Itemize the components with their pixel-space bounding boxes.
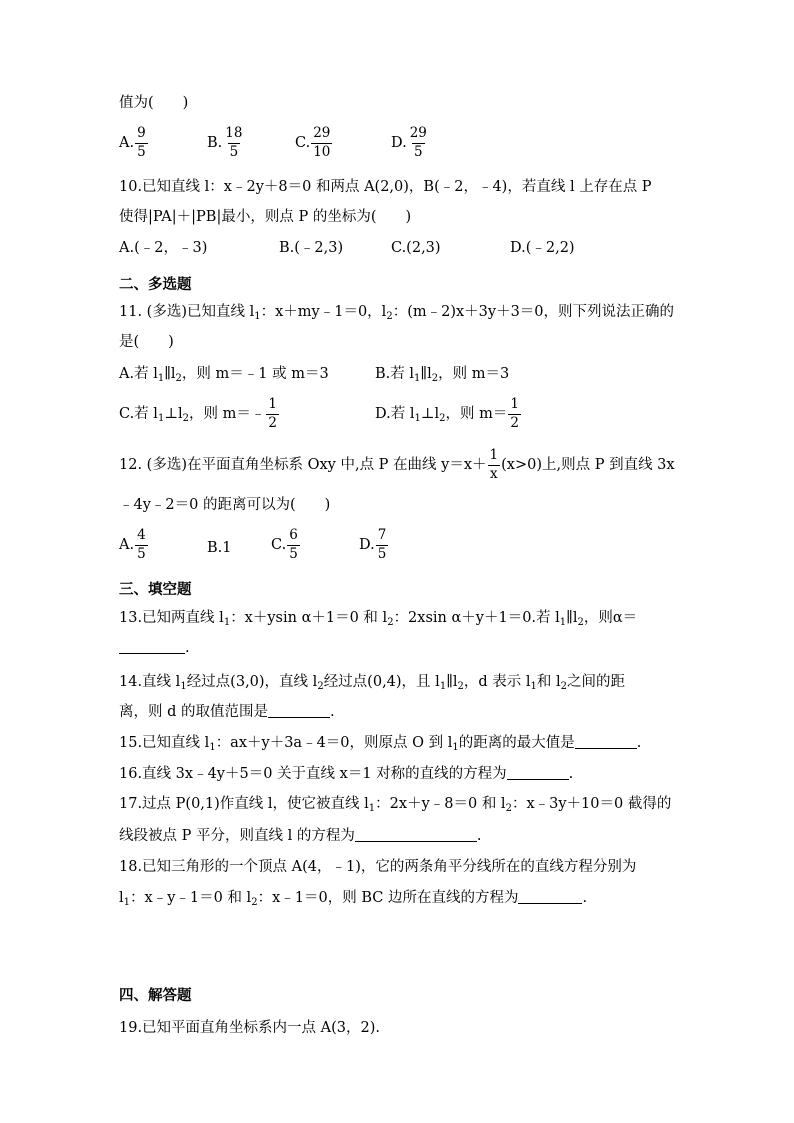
q10-option-d: D.(﹣2,2) bbox=[510, 240, 575, 256]
q13-line2: . bbox=[119, 641, 190, 656]
q15-line: 15.已知直线 $l_1$：ax＋y＋3a﹣4＝0，则原点 O 到 $l_1$的距离的最大值是 . bbox=[119, 735, 642, 753]
section-heading-fill-blank: 三、填空题 bbox=[119, 582, 192, 598]
q12-line1: 12. (多选)在平面直角坐标系 Oxy 中,点 P 在曲线 y＝x＋ $\frac{1}{x}$ (x>0)上,则点 P 到直线 3x bbox=[119, 447, 675, 482]
q19-line: 19.已知平面直角坐标系内一点 A(3，2). bbox=[119, 1020, 381, 1036]
q10-option-c: C.(2,3) bbox=[391, 240, 441, 256]
q11-line1: 11. (多选)已知直线 $l_1$：x＋my﹣1＝0，$l_2$：(m﹣2)x＋3y＋3＝0，则下列说法正确的 bbox=[119, 304, 675, 322]
q9-option-d: D. $\frac{29}{5}$ bbox=[391, 125, 427, 160]
q16-line: 16.直线 3x﹣4y＋5＝0 关于直线 x＝1 对称的直线的方程为 . bbox=[119, 766, 574, 782]
q12-line2: ﹣4y﹣2＝0 的距离可以为( ) bbox=[119, 497, 331, 513]
q12-option-c: C. $\frac{6}{5}$ bbox=[271, 527, 298, 562]
q10-option-b: B.(﹣2,3) bbox=[279, 240, 344, 256]
q14-line2: 离，则 d 的取值范围是 . bbox=[119, 704, 335, 720]
q12-option-a: A. $\frac{4}{5}$ bbox=[119, 527, 146, 562]
q16-answer-blank[interactable] bbox=[507, 767, 569, 780]
q9-option-c: C. $\frac{29}{10}$ bbox=[295, 125, 331, 160]
q9-option-b: B. $\frac{18}{5}$ bbox=[207, 125, 243, 160]
q15-answer-blank[interactable] bbox=[575, 736, 637, 749]
q13-answer-blank[interactable] bbox=[119, 641, 185, 654]
q9-tail: 值为( ) bbox=[119, 95, 189, 111]
q17-line1: 17.过点 P(0,1)作直线 l，使它被直线 $l_1$：2x＋y﹣8＝0 和 $l_2$：x﹣3y＋10＝0 截得的 bbox=[119, 796, 672, 814]
q11-option-b: B.若 $l_1\parallel l_2$，则 m＝3 bbox=[375, 366, 510, 384]
q9-option-a: A. $\frac{9}{5}$ bbox=[119, 125, 146, 160]
q11-option-d: D.若 $l_1\perp l_2$，则 m＝ $\frac{1}{2}$ bbox=[375, 396, 519, 431]
q12-option-b: B.1 bbox=[207, 540, 232, 556]
q10-line1: 10.已知直线 l：x﹣2y＋8＝0 和两点 A(2,0)，B(﹣2，﹣4)，若直线 l 上存在点 P bbox=[119, 179, 652, 195]
section-heading-answer: 四、解答题 bbox=[119, 988, 192, 1004]
q18-line2: $l_1$：x﹣y﹣1＝0 和 $l_2$：x﹣1＝0，则 BC 边所在直线的方程为 . bbox=[119, 890, 588, 908]
q14-answer-blank[interactable] bbox=[268, 705, 330, 718]
q17-answer-blank[interactable] bbox=[355, 829, 477, 842]
section-heading-multi-choice: 二、多选题 bbox=[119, 277, 192, 293]
q17-line2: 线段被点 P 平分，则直线 l 的方程为 . bbox=[119, 828, 482, 844]
q10-line2: 使得|PA|＋|PB|最小，则点 P 的坐标为( ) bbox=[119, 209, 412, 225]
q14-line1: 14.直线 $l_1$经过点(3,0)，直线 $l_2$经过点(0,4)，且 $l_1\parallel l_2$，d 表示 $l_1$和 $l_2$之间的距 bbox=[119, 674, 626, 692]
q13-line1: 13.已知两直线 $l_1$：x＋ysin α＋1＝0 和 $l_2$：2xsin α＋y＋1＝0.若 $l_1\parallel l_2$，则α＝ bbox=[119, 610, 638, 628]
q10-option-a: A.(﹣2，﹣3) bbox=[119, 240, 208, 256]
q11-line2: 是( ) bbox=[119, 334, 174, 350]
q18-answer-blank[interactable] bbox=[518, 891, 582, 904]
q11-option-c: C.若 $l_1\perp l_2$，则 m＝﹣ $\frac{1}{2}$ bbox=[119, 396, 277, 431]
q18-line1: 18.已知三角形的一个顶点 A(4，﹣1)，它的两条角平分线所在的直线方程分别为 bbox=[119, 859, 637, 875]
q11-option-a: A.若 $l_1\parallel l_2$，则 m＝﹣1 或 m＝3 bbox=[119, 366, 329, 384]
q12-option-d: D. $\frac{7}{5}$ bbox=[359, 527, 387, 562]
